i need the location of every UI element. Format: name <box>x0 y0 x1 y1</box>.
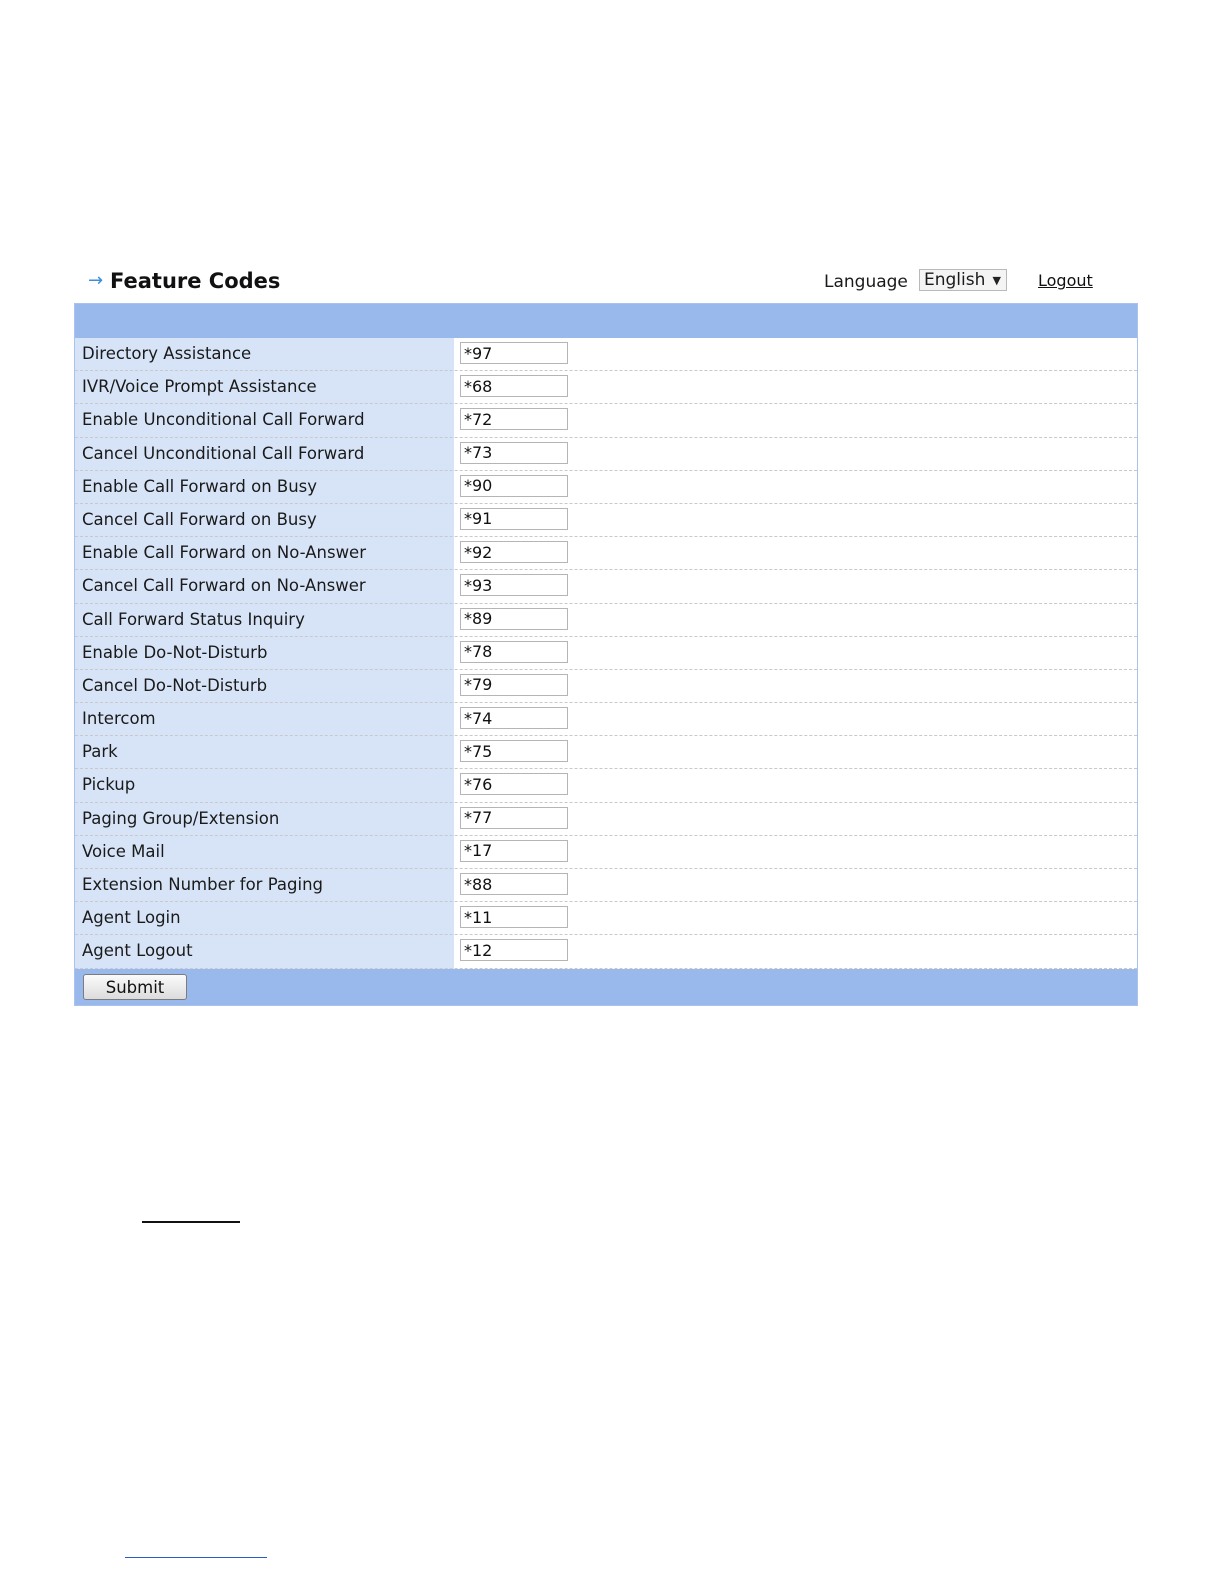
feature-code-label: Pickup <box>82 775 136 795</box>
feature-code-label: Cancel Unconditional Call Forward <box>82 443 365 463</box>
panel-footer-bar <box>75 969 1137 1005</box>
feature-code-input[interactable] <box>460 574 568 596</box>
feature-code-label: IVR/Voice Prompt Assistance <box>82 377 317 397</box>
panel-header-bar <box>75 304 1137 338</box>
feature-code-label: Call Forward Status Inquiry <box>82 609 305 629</box>
feature-codes-panel <box>74 303 1138 1006</box>
page-title: Feature Codes <box>110 269 281 293</box>
feature-code-input[interactable] <box>460 442 568 464</box>
table-row <box>75 703 1137 736</box>
feature-code-input[interactable] <box>460 707 568 729</box>
feature-code-input[interactable] <box>460 906 568 928</box>
feature-code-label: Agent Logout <box>82 941 193 961</box>
feature-code-label: Directory Assistance <box>82 344 252 363</box>
table-row <box>75 902 1137 935</box>
feature-code-input[interactable] <box>460 608 568 630</box>
language-select[interactable] <box>919 269 1007 291</box>
feature-code-input[interactable] <box>460 873 568 895</box>
table-row <box>75 604 1137 637</box>
chevron-down-icon: ▼ <box>992 274 1001 287</box>
feature-code-label: Cancel Call Forward on No-Answer <box>82 576 366 596</box>
table-row <box>75 670 1137 703</box>
feature-code-input[interactable] <box>460 375 568 397</box>
table-row <box>75 371 1137 404</box>
feature-code-label: Cancel Call Forward on Busy <box>82 509 317 529</box>
feature-code-input[interactable] <box>460 342 568 364</box>
table-row <box>75 935 1137 968</box>
feature-code-input[interactable] <box>460 475 568 497</box>
feature-code-input[interactable] <box>460 641 568 663</box>
table-row <box>75 570 1137 603</box>
table-row <box>75 637 1137 670</box>
feature-code-label: Voice Mail <box>82 841 165 861</box>
feature-code-label: Enable Call Forward on Busy <box>82 476 318 496</box>
submit-button[interactable]: Submit <box>83 974 187 1000</box>
language-label: Language <box>824 272 908 292</box>
logout-link[interactable]: Logout <box>1038 271 1093 290</box>
feature-code-label: Enable Call Forward on No-Answer <box>82 543 366 563</box>
table-row <box>75 836 1137 869</box>
page-header <box>86 266 1136 298</box>
table-row <box>75 438 1137 471</box>
table-row <box>75 471 1137 504</box>
feature-code-label: Park <box>82 742 118 762</box>
divider-line <box>125 1557 267 1558</box>
feature-code-label: Enable Do-Not-Disturb <box>82 642 268 662</box>
feature-code-input[interactable] <box>460 807 568 829</box>
feature-code-input[interactable] <box>460 773 568 795</box>
table-row <box>75 769 1137 802</box>
feature-code-label: Agent Login <box>82 908 181 928</box>
feature-code-label: Enable Unconditional Call Forward <box>82 410 365 430</box>
feature-code-label: Cancel Do-Not-Disturb <box>82 675 268 695</box>
table-row <box>75 338 1137 371</box>
feature-code-input[interactable] <box>460 939 568 961</box>
table-row <box>75 736 1137 769</box>
table-row <box>75 537 1137 570</box>
feature-code-input[interactable] <box>460 740 568 762</box>
table-row <box>75 869 1137 902</box>
feature-code-label: Extension Number for Paging <box>82 875 324 894</box>
feature-code-input[interactable] <box>460 408 568 430</box>
feature-code-input[interactable] <box>460 541 568 563</box>
feature-code-label: Intercom <box>82 709 156 729</box>
divider-line <box>142 1221 240 1223</box>
table-row <box>75 404 1137 437</box>
feature-code-input[interactable] <box>460 674 568 696</box>
feature-code-label: Paging Group/Extension <box>82 808 280 828</box>
language-selected-value: English <box>924 270 986 290</box>
table-row <box>75 504 1137 537</box>
feature-code-input[interactable] <box>460 840 568 862</box>
arrow-icon: → <box>88 270 104 291</box>
feature-code-rows <box>75 338 1137 969</box>
table-row <box>75 803 1137 836</box>
feature-code-input[interactable] <box>460 508 568 530</box>
